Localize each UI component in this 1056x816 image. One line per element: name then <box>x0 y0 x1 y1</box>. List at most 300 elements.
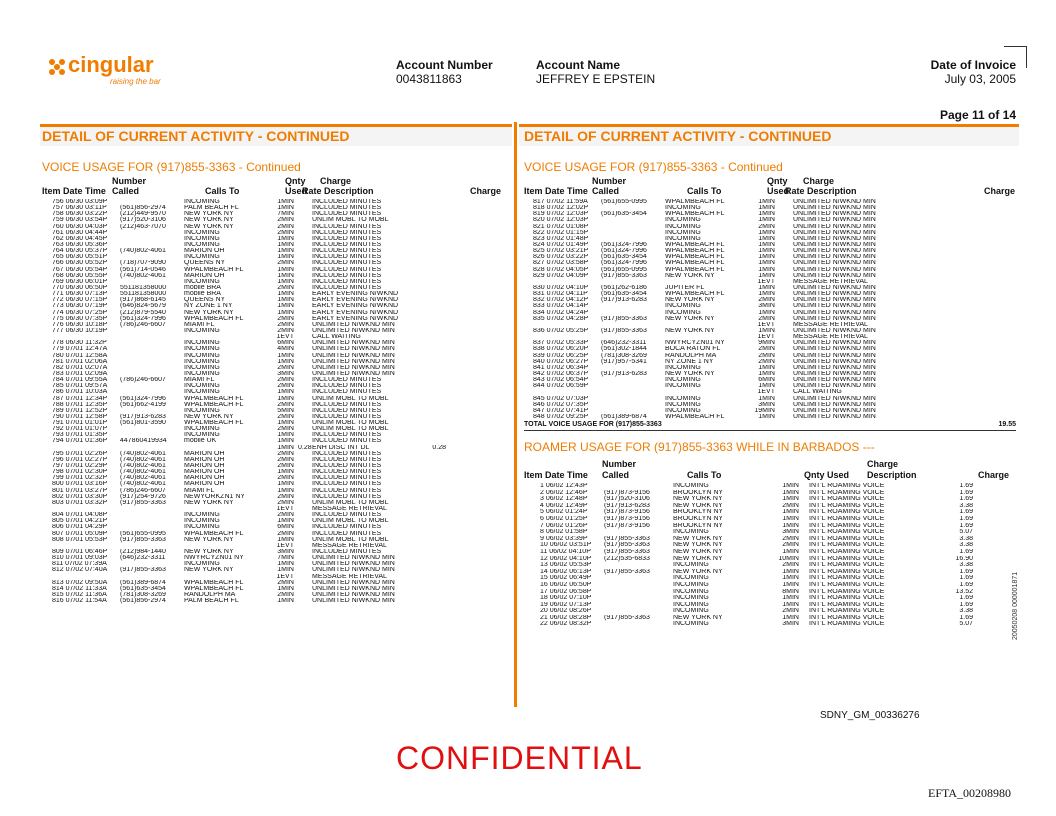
roamer-col-charge: Charge <box>978 470 1010 480</box>
cell-calls-to: WPALMBEACH FL <box>184 315 244 322</box>
cell-item: 783 07/01 02:09A <box>52 370 108 377</box>
cell-description: UNLIMITED N/WKND MIN <box>312 364 395 371</box>
cell-item: 765 06/30 05:51P <box>52 254 108 261</box>
cell-qty: 2MIN <box>782 562 799 569</box>
cell-item: 823 07/02 01:48P <box>533 235 589 242</box>
cell-item: 799 07/01 02:32P <box>52 475 108 482</box>
cell-qty: 1MIN <box>277 205 294 212</box>
cell-calls-to: NEW YORK NY <box>184 567 234 574</box>
cell-qty: 1MIN <box>277 309 294 316</box>
right-col-callsto: Calls To <box>687 186 722 196</box>
cell-calls-to: INCOMING <box>665 364 701 371</box>
cell-item: 832 07/02 04:12P <box>533 297 589 304</box>
bates-number: SDNY_GM_00336276 <box>820 710 920 721</box>
cell-calls-to: INCOMING <box>673 529 709 536</box>
cell-calls-to: NEW YORK NY <box>673 568 723 575</box>
cell-number: (212)449-9570 <box>120 211 166 218</box>
cell-calls-to: INCOMING <box>673 588 709 595</box>
cell-description: UNLIMITED N/WKND MIN <box>793 297 876 304</box>
cell-number: (917)855-3363 <box>120 567 166 574</box>
cell-calls-to: BROOKLYN NY <box>673 522 724 529</box>
cell-calls-to: RANDOLPH MA <box>665 352 717 359</box>
cell-calls-to: INCOMING <box>184 512 220 519</box>
cell-charge: 3.38 <box>959 608 973 615</box>
cell-number: (718)707-9090 <box>120 260 166 267</box>
cell-description: INCLUDED MINUTES <box>312 487 382 494</box>
cell-calls-to: INCOMING <box>665 229 701 236</box>
cell-number: (561)324-7996 <box>601 260 647 267</box>
cell-description: INCLUDED MINUTES <box>312 254 382 261</box>
cell-item: 11 06/02 04:10P <box>540 548 591 555</box>
cell-qty: 1MIN <box>277 561 294 568</box>
cell-description: INCLUDED MINUTES <box>312 469 382 476</box>
cell-qty: 2MIN <box>277 463 294 470</box>
cell-number: (917)855-3363 <box>601 272 647 279</box>
cell-item: 847 07/02 07:41P <box>533 407 589 414</box>
cell-description: INCLUDED MINUTES <box>312 223 382 230</box>
cell-item: 775 06/30 07:35P <box>52 315 108 322</box>
col-qnty: Qnty <box>285 176 306 186</box>
cell-item: 814 07/02 11:33A <box>52 585 107 592</box>
cell-description: INT'L ROAMING VOICE <box>809 542 885 549</box>
right-col-charge: Charge <box>984 186 1016 196</box>
cell-description: UNLIMITED N/WKND MIN <box>793 235 876 242</box>
cell-description: CALL WAITING <box>793 389 842 396</box>
col-charge-top: Charge <box>320 176 352 186</box>
cell-number: (561)856-2974 <box>120 598 166 605</box>
cell-calls-to: WPALMBEACH FL <box>665 248 725 255</box>
cell-item: 801 07/01 03:27P <box>52 487 108 494</box>
cell-description: INCLUDED MINUTES <box>312 260 382 267</box>
cell-calls-to: INCOMING <box>184 346 220 353</box>
cell-description: EARLY EVENING N/WKND <box>312 303 399 310</box>
cell-qty: 2MIN <box>277 475 294 482</box>
cell-qty: 1MIN <box>758 383 775 390</box>
cell-qty: 7MIN <box>277 211 294 218</box>
cell-qty: 1MIN <box>277 291 294 298</box>
cell-calls-to: NEW YORK NY <box>184 223 234 230</box>
cell-qty: 1MIN <box>758 327 775 334</box>
cell-item: 790 07/01 12:58P <box>52 413 108 420</box>
cell-item: 833 07/02 04:14P <box>533 303 589 310</box>
cell-calls-to: INCOMING <box>673 581 709 588</box>
cell-calls-to: NEW YORK NY <box>673 496 723 503</box>
cell-description: INT'L ROAMING VOICE <box>809 489 885 496</box>
cell-number: (561)389-6874 <box>601 413 647 420</box>
cell-description: UNLIMITED N/WKND MIN <box>793 315 876 322</box>
cell-description: INCLUDED MINUTES <box>312 241 382 248</box>
cell-item: 839 07/02 06:25P <box>533 352 589 359</box>
cell-qty: 1MIN <box>782 548 799 555</box>
cell-qty: 10MIN <box>778 555 799 562</box>
table-row <box>540 536 1016 543</box>
cell-number: (646)232-3311 <box>601 340 647 347</box>
cell-charge: 1.69 <box>959 522 973 529</box>
cell-description: UNLIMITED N/WKND MIN <box>793 229 876 236</box>
cell-item: 762 06/30 04:45P <box>52 235 108 242</box>
cell-calls-to: NEW YORK NY <box>184 217 234 224</box>
cell-qty: 2MIN <box>758 223 775 230</box>
cell-calls-to: WPALMBEACH FL <box>665 291 725 298</box>
cell-qty: 4MIN <box>277 346 294 353</box>
cell-calls-to: mobile BRA <box>184 284 221 291</box>
cell-description: MESSAGE RETRIEVAL <box>312 542 387 549</box>
cell-item: 9 06/02 03:39P <box>540 535 588 542</box>
cell-item: 828 07/02 04:05P <box>533 266 589 273</box>
cell-charge: 3.38 <box>959 535 973 542</box>
cell-calls-to: INCOMING <box>184 432 220 439</box>
right-subtitle: VOICE USAGE FOR (917)855-3363 - Continued <box>524 160 783 174</box>
cell-qty: 2MIN <box>782 535 799 542</box>
cell-item: 18 06/02 07:10P <box>540 595 592 602</box>
cell-item: 757 06/30 03:11P <box>52 205 107 212</box>
cell-calls-to: NWYRCYZN01 NY <box>665 340 725 347</box>
cell-description: EARLY EVENING N/WKND <box>312 309 399 316</box>
cell-calls-to: JUPITER FL <box>665 284 705 291</box>
cell-item: 802 07/01 03:30P <box>52 493 108 500</box>
cell-description: INT'L ROAMING VOICE <box>809 548 885 555</box>
cell-description: UNLIMITED N/WKND MIN <box>793 241 876 248</box>
cell-item: 760 06/30 04:03P <box>52 223 108 230</box>
cell-calls-to: NEW YORK NY <box>673 535 723 542</box>
cell-number: (786)246-6607 <box>120 487 166 494</box>
cell-qty: 6MIN <box>277 524 294 531</box>
cell-item: 829 07/02 04:09P <box>533 272 589 279</box>
cell-qty: 1MIN <box>277 235 294 242</box>
cell-qty: 1MIN <box>782 509 799 516</box>
cell-item: 792 07/01 01:07P <box>52 426 108 433</box>
cell-item: 771 06/30 07:13P <box>52 291 108 298</box>
cell-description: INCLUDED MINUTES <box>312 229 382 236</box>
cell-calls-to: INCOMING <box>184 426 220 433</box>
cell-number: (561)635-3454 <box>601 254 647 261</box>
table-row <box>540 549 1016 556</box>
cell-item: 812 07/02 07:40A <box>52 567 108 574</box>
cell-number: 551181358000 <box>120 291 167 298</box>
cell-qty: 3MIN <box>758 401 775 408</box>
cell-item: 794 07/01 01:36P <box>52 438 108 445</box>
cell-item: 803 07/01 03:32P <box>52 499 108 506</box>
cell-calls-to: BOCA RATON FL <box>665 346 721 353</box>
cell-qty: 1EVT <box>276 334 294 341</box>
cell-calls-to: BROOKLYN NY <box>673 515 724 522</box>
table-row <box>540 608 1016 615</box>
cell-number: (740)802-4061 <box>120 456 166 463</box>
cell-number: (561)324-7996 <box>601 248 647 255</box>
cell-calls-to: BROOKLYN NY <box>673 509 724 516</box>
cell-description: INCLUDED MINUTES <box>312 438 382 445</box>
cell-qty: 2MIN <box>782 502 799 509</box>
cell-charge: 1.69 <box>959 509 973 516</box>
cell-item: 764 06/30 05:37P <box>52 248 108 255</box>
total-label: TOTAL VOICE USAGE FOR (917)855-3363 <box>524 421 662 428</box>
cell-qty: 1MIN <box>758 413 775 420</box>
cell-qty: 1EVT <box>757 321 775 328</box>
cell-number: (917)855-3363 <box>604 542 650 549</box>
cell-description: UNLIMITED N/WKND MIN <box>793 327 876 334</box>
logo-tagline: raising the bar <box>110 77 161 86</box>
table-row <box>540 483 1016 490</box>
left-subtitle: VOICE USAGE FOR (917)855-3363 - Continued <box>42 160 301 174</box>
cell-qty: 1MIN <box>758 254 775 261</box>
cell-item: 780 07/01 12:58A <box>52 352 108 359</box>
cell-qty: 2MIN <box>277 426 294 433</box>
cell-number: (212)463-7070 <box>120 223 166 230</box>
cell-calls-to: INCOMING <box>665 235 701 242</box>
cell-description: INCLUDED MINUTES <box>312 475 382 482</box>
cell-qty: 2MIN <box>277 579 294 586</box>
cell-qty: 2MIN <box>758 346 775 353</box>
roamer-col-item: Item Date Time <box>524 470 588 480</box>
cell-item: 838 07/02 06:20P <box>533 346 589 353</box>
cell-qty: 2MIN <box>277 364 294 371</box>
cell-description: UNLIMITED N/WKND MIN <box>312 358 395 365</box>
cell-qty: 1MIN <box>782 489 799 496</box>
cell-calls-to: NEW YORK NY <box>673 542 723 549</box>
cell-number <box>604 608 673 615</box>
cell-qty: 1MIN <box>758 284 775 291</box>
cell-description: INT'L ROAMING VOICE <box>809 529 885 536</box>
cell-calls-to: WPALMBEACH FL <box>665 211 725 218</box>
cell-qty: 1EVT <box>757 334 775 341</box>
cell-item: 782 07/01 02:07A <box>52 364 108 371</box>
cell-number: (917)254-9726 <box>120 493 166 500</box>
cell-description: UNLIMITED N/WKND MIN <box>312 561 395 568</box>
cell-item: 808 07/01 05:53P <box>52 536 108 543</box>
cell-charge <box>885 414 927 420</box>
cell-item: 777 06/30 10:19P <box>52 327 108 334</box>
cell-qty: 1MIN <box>758 272 775 279</box>
cell-calls-to: INCOMING <box>184 518 220 525</box>
cell-calls-to: INCOMING <box>673 621 709 628</box>
cell-calls-to: INCOMING <box>673 562 709 569</box>
cell-qty: 2MIN <box>277 592 294 598</box>
cell-number: (740)802-4061 <box>120 463 166 470</box>
cell-number: (561)662-4199 <box>120 401 166 408</box>
cell-qty: 6MIN <box>758 377 775 384</box>
cell-calls-to: NEW YORK NY <box>665 272 715 279</box>
cell-qty: 2MIN <box>758 352 775 359</box>
cell-calls-to: INCOMING <box>673 601 709 608</box>
cell-number: (561)324-7996 <box>120 315 166 322</box>
cell-description: INCLUDED MINUTES <box>312 389 382 396</box>
cell-calls-to: INCOMING <box>673 483 709 489</box>
cell-calls-to: INCOMING <box>184 254 220 261</box>
cell-description: INT'L ROAMING VOICE <box>809 575 885 582</box>
cell-calls-to: NEWYORKZN1 NY <box>184 493 246 500</box>
cell-number: (740)802-4061 <box>120 248 166 255</box>
cell-description: UNLIM MOBL TO MOBL <box>312 518 389 525</box>
cell-charge: 1.69 <box>959 581 973 588</box>
cell-item: 843 07/02 06:54P <box>533 377 589 384</box>
cell-item: 809 07/01 06:46P <box>52 549 108 556</box>
cell-description: UNLIMITED N/WKND MIN <box>793 401 876 408</box>
cell-description: UNLIMITED N/WKND MIN <box>793 248 876 255</box>
cell-qty: 2MIN <box>782 542 799 549</box>
cell-qty: 1MIN <box>758 241 775 248</box>
cell-item: 845 07/02 07:03P <box>533 395 589 402</box>
cell-calls-to: MARION OH <box>184 272 225 279</box>
cell-description: INCLUDED MINUTES <box>312 211 382 218</box>
page-number: Page 11 of 14 <box>939 108 1016 122</box>
cell-calls-to: INCOMING <box>184 278 220 285</box>
roamer-col-number: Number <box>602 459 637 469</box>
right-col-item: Item Date Time <box>524 186 588 196</box>
table-row <box>540 529 1016 536</box>
cell-item: 837 07/02 05:33P <box>533 340 589 347</box>
cell-qty: 1MIN <box>758 260 775 267</box>
cell-item: 810 07/01 09:03P <box>52 555 108 562</box>
cell-description: ENH DISC INT DL <box>312 444 370 451</box>
cell-description: INCLUDED MINUTES <box>312 413 382 420</box>
cell-calls-to: INCOMING <box>665 309 701 316</box>
cell-charge: 1.69 <box>959 496 973 503</box>
cell-calls-to: NEW YORK NY <box>673 502 723 509</box>
cell-description: UNLIMITED N/WKND MIN <box>793 205 876 212</box>
cell-calls-to: BROOKLYN NY <box>673 489 724 496</box>
roamer-title: ROAMER USAGE FOR (917)855-3363 WHILE IN BARBADOS --- <box>524 440 875 454</box>
cell-qty: 1MIN <box>277 241 294 248</box>
cell-calls-to: NEW YORK NY <box>184 309 234 316</box>
cell-item: 19 06/02 07:13P <box>540 601 592 608</box>
cell-description: INCLUDED MINUTES <box>312 549 382 556</box>
cell-description: INT'L ROAMING VOICE <box>809 535 885 542</box>
cell-qty: 3MIN <box>782 621 799 628</box>
cell-qty: 1MIN <box>277 567 294 574</box>
cell-calls-to: INCOMING <box>665 303 701 310</box>
cell-number: (646)824-5679 <box>120 303 166 310</box>
cell-number: (786)246-6607 <box>120 321 166 328</box>
cell-number: (917)913-6283 <box>604 502 650 509</box>
cell-description: INCLUDED MINUTES <box>312 272 382 279</box>
roamer-col-charge-top: Charge <box>867 459 899 469</box>
cell-item: 835 07/02 04:28P <box>533 315 589 322</box>
cell-qty: 3MIN <box>782 529 799 536</box>
cell-charge: 1.69 <box>959 515 973 522</box>
cell-description: UNLIMITED N/WKND MIN <box>793 358 876 365</box>
cell-number: (740)802-4061 <box>120 450 166 457</box>
cell-calls-to: INCOMING <box>665 395 701 402</box>
cell-description: UNLIMITED N/WKND MIN <box>793 383 876 390</box>
cell-calls-to: NEW YORK NY <box>665 327 715 334</box>
cell-charge: 1.69 <box>959 614 973 621</box>
cell-qty: 2MIN <box>782 608 799 615</box>
table-row <box>540 589 1016 596</box>
cell-calls-to: WPALMBEACH FL <box>184 266 244 273</box>
right-section-title: DETAIL OF CURRENT ACTIVITY - CONTINUED <box>524 128 832 144</box>
cell-number: (917)855-3363 <box>120 536 166 543</box>
cell-description: UNLIM MOBL TO MOBL <box>312 426 389 433</box>
account-number-label: Account Number <box>396 58 493 72</box>
cell-item: 797 07/01 02:29P <box>52 463 108 470</box>
table-row <box>540 523 1016 530</box>
cell-item: 785 07/01 09:57A <box>52 383 108 390</box>
cell-calls-to: WPALMBEACH FL <box>665 241 725 248</box>
cell-number: (561)324-7996 <box>601 241 647 248</box>
cell-description: UNLIMITED N/WKND MIN <box>312 592 395 598</box>
cell-calls-to: INCOMING <box>665 407 701 414</box>
cell-calls-to: INCOMING <box>184 364 220 371</box>
cell-description: INCLUDED MINUTES <box>312 481 382 488</box>
cell-number: 551181358000 <box>120 284 167 291</box>
cell-description: INT'L ROAMING VOICE <box>809 608 885 615</box>
cell-description: UNLIMITED N/WKND MIN <box>793 309 876 316</box>
cell-item: 770 06/30 06:50P <box>52 284 108 291</box>
cell-item: 818 07/02 12:02P <box>533 205 589 212</box>
cell-item: 784 07/01 09:55A <box>52 377 108 384</box>
cell-description: UNLIMITED N/WKND MIN <box>793 413 876 420</box>
cell-description: INCLUDED MINUTES <box>312 284 382 291</box>
table-row <box>540 542 1016 549</box>
cell-number: (740)802-4061 <box>120 475 166 482</box>
cell-calls-to: INCOMING <box>673 608 709 615</box>
cell-number: (917)913-6283 <box>601 370 647 377</box>
cell-qty: 1MIN <box>277 266 294 273</box>
cell-calls-to: NY ZONE 1 NY <box>665 358 714 365</box>
cell-description: INT'L ROAMING VOICE <box>809 496 885 503</box>
cell-number: (917)957-5341 <box>601 358 647 365</box>
cell-qty: 1MIN <box>277 585 294 592</box>
cell-description: UNLIMITED N/WKND MIN <box>793 340 876 347</box>
cell-description: UNLIMITED N/WKND MIN <box>312 346 395 353</box>
cell-description: UNLIMITED N/WKND MIN <box>312 321 395 328</box>
invoice-date-label: Date of Invoice <box>930 58 1016 72</box>
cell-item: 768 06/30 05:55P <box>52 272 108 279</box>
cell-charge: 5.07 <box>959 621 973 628</box>
cell-description: EARLY EVENING N/WKND <box>312 297 399 304</box>
cell-item: 800 07/01 03:16P <box>52 481 108 488</box>
cell-qty: 1MIN <box>758 199 775 205</box>
cell-description: EARLY EVENING N/WKND <box>312 315 399 322</box>
total-rule <box>524 430 1016 431</box>
cell-qty: 1MIN <box>277 438 294 445</box>
cell-qty: 2MIN <box>277 229 294 236</box>
cell-number: (561)714-0546 <box>120 266 166 273</box>
cell-description: INT'L ROAMING VOICE <box>809 621 885 628</box>
cell-calls-to: MIAMI FL <box>184 487 215 494</box>
cell-number: (917)855-3363 <box>604 535 650 542</box>
cell-item: 840 07/02 06:27P <box>533 358 589 365</box>
cell-calls-to: WPALMBEACH FL <box>184 579 244 586</box>
cell-calls-to: MARION OH <box>184 456 225 463</box>
cell-description: UNLIMITED N/WKND MIN <box>793 291 876 298</box>
cell-calls-to: WPALMBEACH FL <box>184 585 244 592</box>
cell-item: 841 07/02 06:34P <box>533 364 589 371</box>
cell-description: UNLIM MOBL TO MOBL <box>312 536 389 543</box>
cell-description: MESSAGE RETRIEVAL <box>793 321 868 328</box>
cell-item: 756 06/30 03:09P <box>52 199 108 205</box>
cell-calls-to: INCOMING <box>184 383 220 390</box>
cell-charge: 3.38 <box>959 542 973 549</box>
cell-qty: 3MIN <box>277 370 294 377</box>
cell-calls-to: WPALMBEACH FL <box>665 199 725 205</box>
cell-description: INCLUDED MINUTES <box>312 456 382 463</box>
cell-qty: 1MIN <box>277 254 294 261</box>
cell-number: (917)873-9156 <box>604 489 650 496</box>
cell-description: UNLIM MOBL TO MOBL <box>312 395 389 402</box>
cell-number: (561)655-0995 <box>601 199 647 205</box>
cell-number: (561)801-3590 <box>120 420 166 427</box>
cell-item: 2 06/02 12:46P <box>540 489 588 496</box>
cell-qty: 2MIN <box>277 530 294 537</box>
cell-number: (917)855-3363 <box>601 315 647 322</box>
cell-description: INCLUDED MINUTES <box>312 235 382 242</box>
cell-item: 846 07/02 07:35P <box>533 401 589 408</box>
col-rate: Rate Description <box>302 186 374 196</box>
cell-item: 822 07/02 01:15P <box>533 229 589 236</box>
cell-description: MESSAGE RETRIEVAL <box>312 573 387 580</box>
cell-calls-to: MIAMI FL <box>184 321 215 328</box>
